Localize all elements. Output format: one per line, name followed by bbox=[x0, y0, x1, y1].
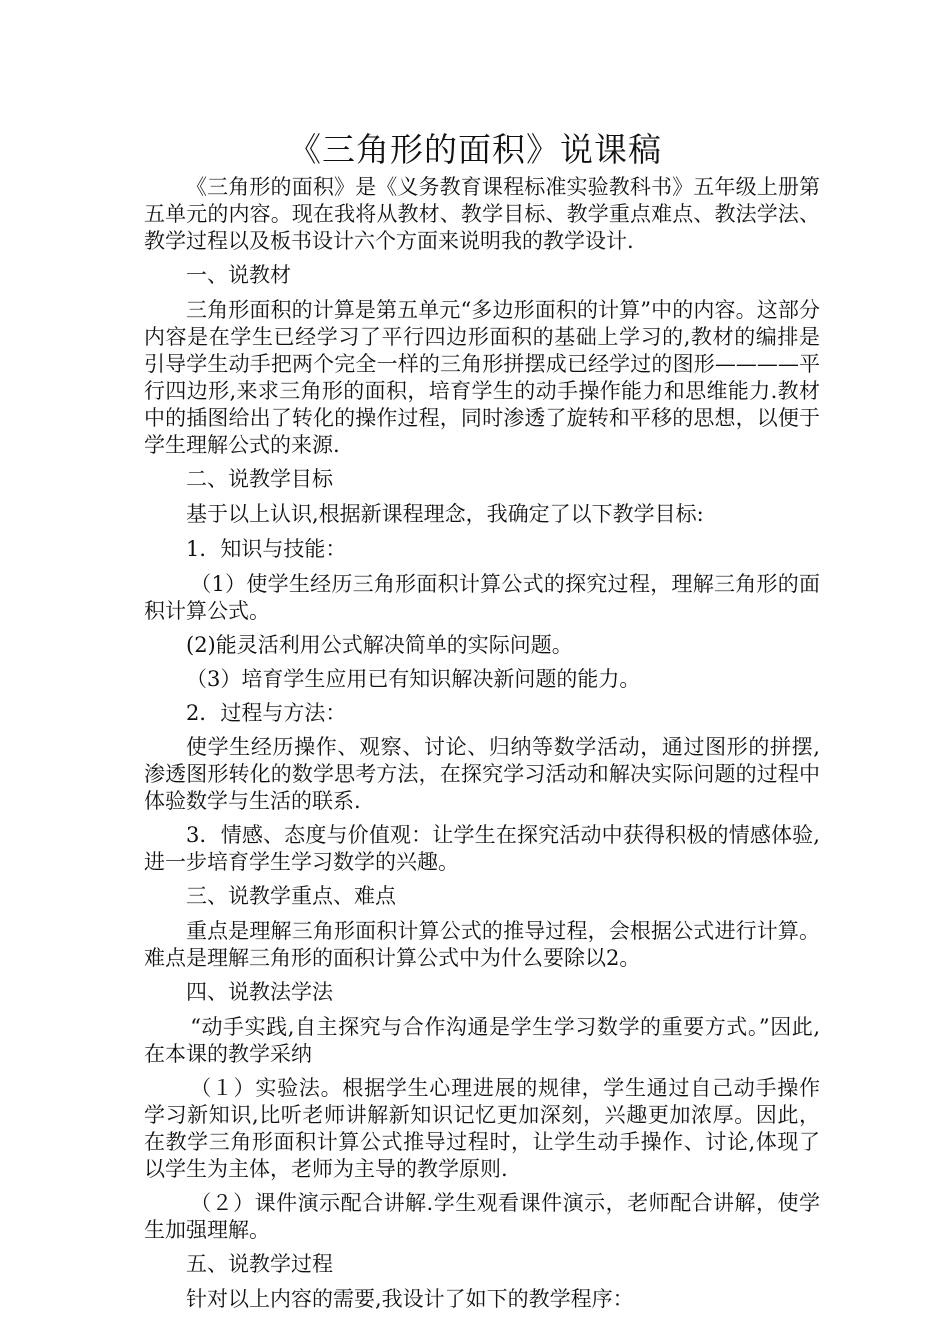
document-body bbox=[144, 174, 820, 1320]
goal-item-3: （3）培育学生应用已有知识解决新问题的能力。 bbox=[186, 667, 641, 691]
section-heading-key-points: 三、说教学重点、难点 bbox=[186, 884, 396, 908]
goal-process-heading: 2．过程与方法： bbox=[186, 701, 347, 725]
goal-knowledge-heading: 1．知识与技能： bbox=[186, 537, 347, 561]
section-heading-process: 五、说教学过程 bbox=[186, 1252, 333, 1276]
document-title: 《三角形的面积》说课稿 bbox=[288, 130, 662, 169]
goal-item-2: (2)能灵活利用公式解决简单的实际问题。 bbox=[186, 633, 573, 657]
goal-item-1: （1）使学生经历三角形面积计算公式的探究过程，理解三角形的面积计算公式。 bbox=[144, 572, 820, 623]
textbook-paragraph: 三角形面积的计算是第五单元“多边形面积的计算”中的内容。这部分内容是在学生已经学习了平行四边形面积的基础上学习的,教材的编排是引导学生动手把两个完全一样的三角形拼摆成已经学过的图形————平行四边形,来求三角形的面积，培育学生的动手操作能力和思维能力.教材中的插图给出了转化的操作过程，同时渗透了旋转和平移的思想，以便于学生理解公式的来源. bbox=[144, 298, 820, 457]
goal-process-paragraph: 使学生经历操作、观察、讨论、归纳等数学活动，通过图形的拼摆,渗透图形转化的数学思考方法，在探究学习活动和解决实际问题的过程中体验数学与生活的联系. bbox=[144, 735, 820, 813]
method-item-2: （２）课件演示配合讲解.学生观看课件演示，老师配合讲解，使学生加强理解。 bbox=[144, 1191, 820, 1242]
method-item-1: （１）实验法。根据学生心理进展的规律，学生通过自己动手操作学习新知识,比听老师讲解新知识记忆更加深刻，兴趣更加浓厚。因此，在教学三角形面积计算公式推导过程时，让学生动手操作、讨论,体现了以学生为主体，老师为主导的教学原则. bbox=[144, 1076, 820, 1181]
goal-emotion-paragraph: 3．情感、态度与价值观：让学生在探究活动中获得积极的情感体验,进一步培育学生学习数学的兴趣。 bbox=[144, 823, 820, 874]
key-points-paragraph: 重点是理解三角形面积计算公式的推导过程，会根据公式进行计算。难点是理解三角形的面积计算公式中为什么要除以2。 bbox=[144, 919, 820, 970]
section-heading-textbook: 一、说教材 bbox=[186, 263, 291, 287]
methods-intro-paragraph: “动手实践,自主探究与合作沟通是学生学习数学的重要方式。”因此,在本课的教学采纳 bbox=[144, 1015, 820, 1066]
section-heading-methods: 四、说教法学法 bbox=[186, 980, 333, 1004]
section-heading-goals: 二、说教学目标 bbox=[186, 467, 333, 491]
goals-intro-paragraph: 基于以上认识,根据新课程理念，我确定了以下教学目标: bbox=[186, 502, 704, 526]
intro-paragraph: 《三角形的面积》是《义务教育课程标准实验教科书》五年级上册第五单元的内容。现在我将从教材、教学目标、教学重点难点、教法学法、教学过程以及板书设计六个方面来说明我的教学设计. bbox=[144, 175, 820, 253]
process-intro-paragraph: 针对以上内容的需要,我设计了如下的教学程序： bbox=[186, 1287, 634, 1311]
